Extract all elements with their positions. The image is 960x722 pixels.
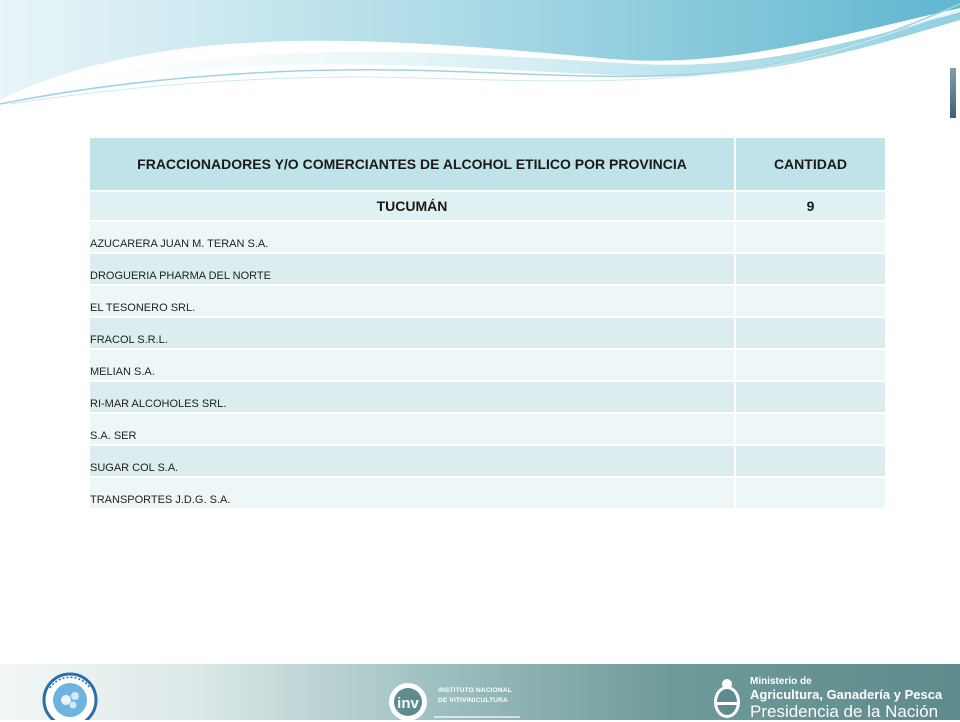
company-qty [735, 381, 885, 413]
table-header-row [90, 138, 885, 191]
right-edge-bar [950, 68, 956, 118]
header-quantity: CANTIDAD [735, 138, 885, 191]
inv-mark-text: inv [397, 695, 419, 712]
table-row [90, 221, 885, 253]
company-qty [735, 477, 885, 508]
ministry-line2: Agricultura, Ganadería y Pesca [750, 687, 943, 702]
inv-line2: DE VITIVINICULTURA [438, 697, 508, 704]
vino-argentino-logo-icon [40, 670, 100, 720]
alcohol-distributors-table [90, 138, 885, 508]
header-title: FRACCIONADORES Y/O COMERCIANTES DE ALCOHOL ETILICO POR PROVINCIA [90, 138, 735, 191]
company-name: FRACOL S.R.L. [90, 317, 735, 349]
company-qty [735, 317, 885, 349]
table-row [90, 477, 885, 508]
ministry-name [750, 676, 942, 722]
table-row [90, 349, 885, 381]
ministry-line3: Presidencia de la Nación [750, 702, 939, 721]
company-name: EL TESONERO SRL. [90, 285, 735, 317]
company-name: DROGUERIA PHARMA DEL NORTE [90, 253, 735, 285]
table-row [90, 317, 885, 349]
company-name: AZUCARERA JUAN M. TERAN S.A. [90, 221, 735, 253]
header-wave-decoration [0, 0, 960, 130]
table-row [90, 381, 885, 413]
argentina-shield-icon [712, 676, 742, 720]
company-qty [735, 413, 885, 445]
company-qty [735, 221, 885, 253]
table-row [90, 285, 885, 317]
ministry-line1: Ministerio de [750, 676, 812, 687]
table-row [90, 413, 885, 445]
province-row [90, 191, 885, 221]
table-row [90, 253, 885, 285]
inv-institute-name [438, 686, 512, 706]
company-qty [735, 253, 885, 285]
company-qty [735, 285, 885, 317]
company-qty [735, 445, 885, 477]
province-count: 9 [735, 191, 885, 221]
company-name: TRANSPORTES J.D.G. S.A. [90, 477, 735, 508]
inv-line1: INSTITUTO NACIONAL [438, 687, 512, 694]
table-row [90, 445, 885, 477]
company-name: SUGAR COL S.A. [90, 445, 735, 477]
company-name: RI-MAR ALCOHOLES SRL. [90, 381, 735, 413]
company-name: MELIAN S.A. [90, 349, 735, 381]
company-name: S.A. SER [90, 413, 735, 445]
province-name: TUCUMÁN [90, 191, 735, 221]
company-qty [735, 349, 885, 381]
